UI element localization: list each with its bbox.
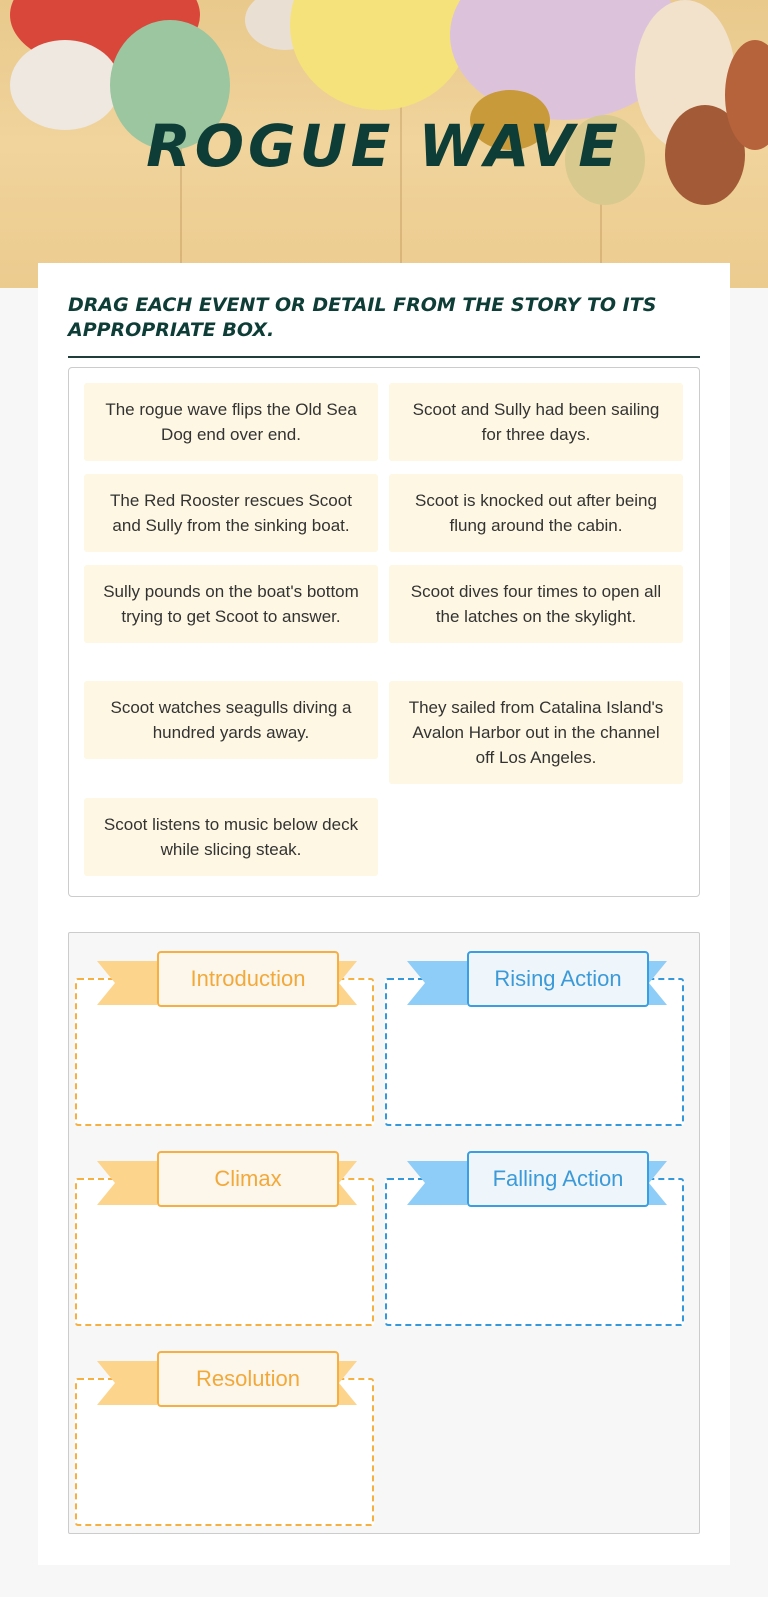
category-label: Climax <box>157 1151 339 1207</box>
ribbon <box>97 1151 357 1205</box>
drop-zone-climax[interactable] <box>69 1141 374 1341</box>
shell-image <box>290 0 470 110</box>
ribbon <box>407 951 667 1005</box>
drop-area <box>68 932 700 1534</box>
ribbon <box>407 1151 667 1205</box>
event-card[interactable]: Scoot dives four times to open all the latches on the skylight. <box>389 565 683 643</box>
header-banner <box>0 0 768 288</box>
drop-zone-introduction[interactable] <box>69 941 374 1141</box>
category-label: Introduction <box>157 951 339 1007</box>
event-card[interactable]: They sailed from Catalina Island's Avalon Harbor out in the channel off Los Angeles. <box>389 681 683 784</box>
ribbon <box>97 1351 357 1405</box>
event-card[interactable]: The Red Rooster rescues Scoot and Sully from the sinking boat. <box>84 474 378 552</box>
category-label: Resolution <box>157 1351 339 1407</box>
drop-zone-falling-action[interactable] <box>379 1141 684 1341</box>
divider <box>68 356 700 358</box>
category-label: Falling Action <box>467 1151 649 1207</box>
event-card[interactable]: Scoot is knocked out after being flung around the cabin. <box>389 474 683 552</box>
event-card[interactable]: Scoot watches seagulls diving a hundred yards away. <box>84 681 378 759</box>
event-bank <box>68 367 700 897</box>
instruction-text: DRAG EACH EVENT OR DETAIL FROM THE STORY TO ITS APPROPRIATE BOX. <box>68 294 657 341</box>
event-card[interactable]: The rogue wave flips the Old Sea Dog end over end. <box>84 383 378 461</box>
activity-card <box>38 263 730 1565</box>
event-card[interactable]: Sully pounds on the boat's bottom trying to get Scoot to answer. <box>84 565 378 643</box>
event-card[interactable]: Scoot listens to music below deck while slicing steak. <box>84 798 378 876</box>
drop-zone-resolution[interactable] <box>69 1341 374 1541</box>
ribbon <box>97 951 357 1005</box>
event-card[interactable]: Scoot and Sully had been sailing for three days. <box>389 383 683 461</box>
category-label: Rising Action <box>467 951 649 1007</box>
drop-zone-rising-action[interactable] <box>379 941 684 1141</box>
page-title: ROGUE WAVE <box>146 112 622 180</box>
